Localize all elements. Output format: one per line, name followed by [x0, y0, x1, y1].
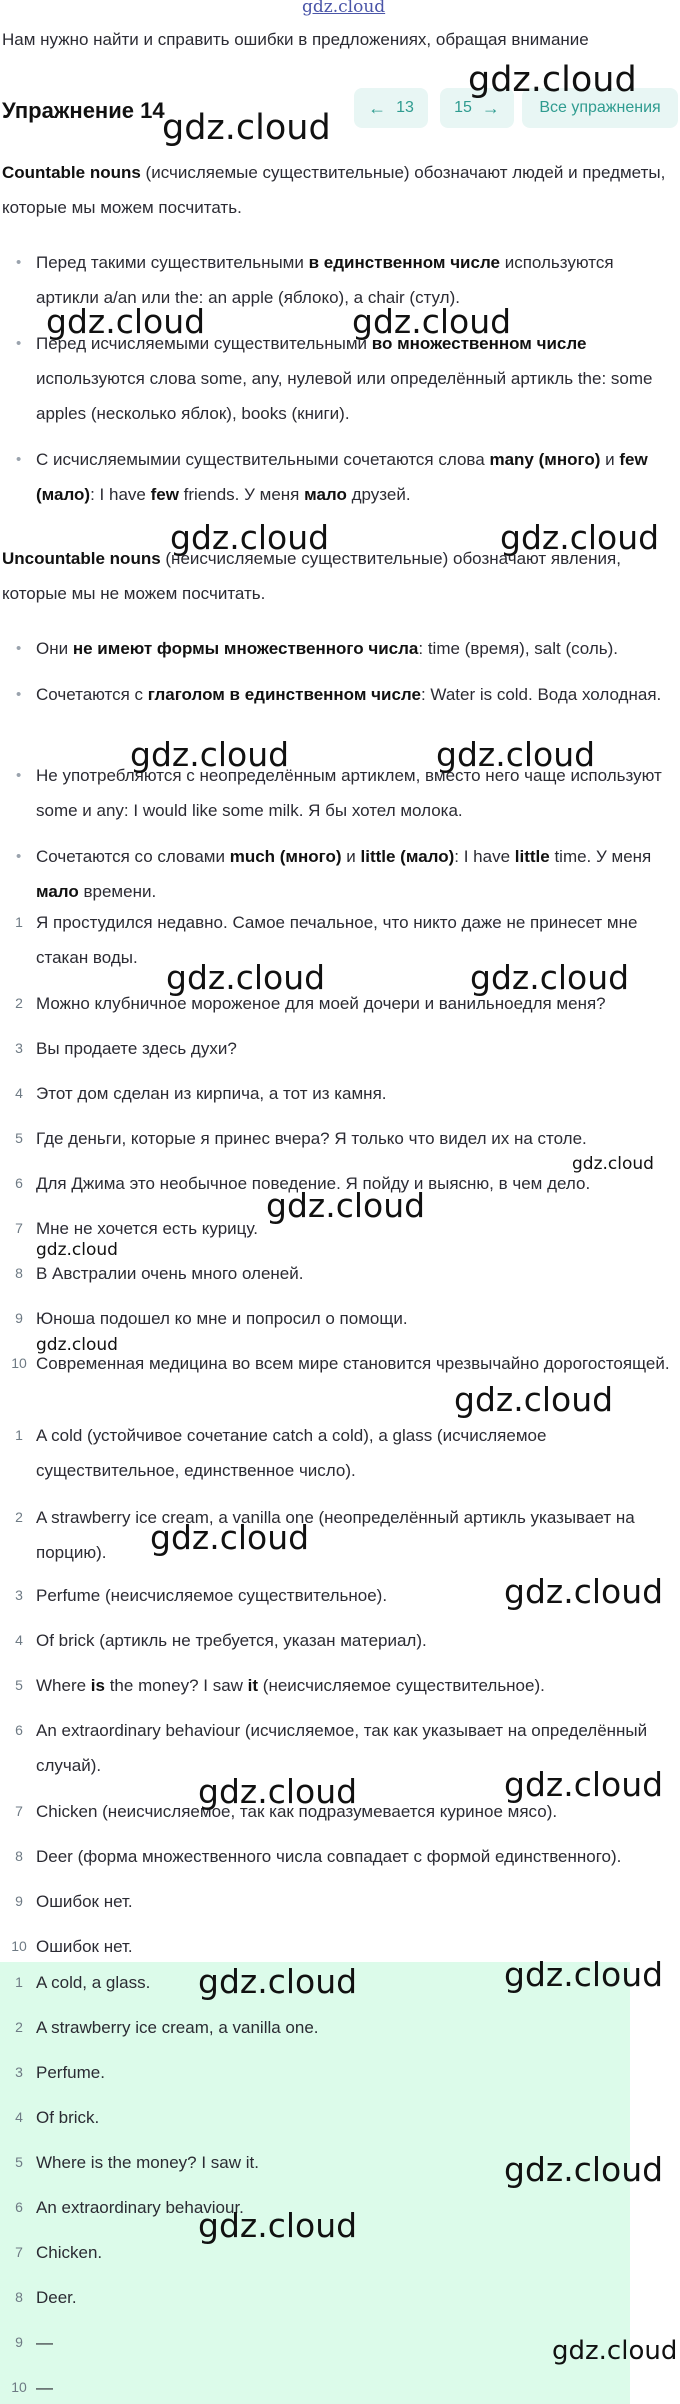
text: и — [341, 847, 361, 866]
text: time. У меня — [549, 847, 652, 866]
list-item — [36, 839, 672, 909]
row-number: 8 — [15, 1848, 23, 1864]
text: Они — [36, 639, 73, 658]
row-text: Юноша подошел ко мне и попросил о помощи. — [36, 1309, 408, 1328]
list-item — [36, 631, 672, 666]
watermark: gdz.cloud — [352, 302, 512, 341]
bold-text: few (мало) — [36, 450, 648, 504]
text: используются артикли a/an или the: an apple (яблоко), a chair (стул). — [36, 253, 614, 307]
next-exercise-label: 15 — [454, 99, 472, 116]
row-number: 10 — [11, 2379, 27, 2395]
watermark: gdz.cloud — [504, 1572, 664, 1611]
text: Сочетаются с — [36, 685, 148, 704]
row-number: 1 — [15, 1427, 23, 1443]
list-item — [36, 326, 672, 431]
row-number: 7 — [15, 1220, 23, 1236]
countable-definition — [2, 155, 674, 225]
row-text: Perfume. — [36, 2063, 105, 2082]
all-exercises-label: Все упражнения — [539, 99, 661, 116]
text: Перед исчисляемыми существительными — [36, 334, 372, 353]
page-title: Упражнение 14 — [2, 98, 165, 123]
row-number: 6 — [15, 2199, 23, 2215]
arrow-left-icon: ← — [368, 97, 387, 118]
row-text: Chicken (неисчисляемое, так как подразумевается куриное мясо). — [36, 1802, 558, 1821]
text: Не употребляются с неопределённым артиклем, вместо него чаще используют some и any: I would like some milk. Я бы хотел молока. — [36, 766, 662, 820]
bold-text: many (много) — [489, 450, 601, 469]
row-number: 9 — [15, 2334, 23, 2350]
bold-text: во множественном числе — [371, 334, 587, 353]
row-text: Perfume (неисчисляемое существительное). — [36, 1586, 388, 1605]
row-text — [36, 1668, 676, 1703]
text: Сочетаются со словами — [36, 847, 230, 866]
watermark-link[interactable]: gdz.cloud — [302, 0, 386, 17]
text: С исчисляемымии существительными сочетаются слова — [36, 450, 490, 469]
row-text: A cold (устойчивое сочетание catch a cold), a glass (исчисляемое существительное, единственное число). — [36, 1426, 547, 1480]
watermark: gdz.cloud — [198, 1962, 358, 2001]
text: используются слова some, any, нулевой или определённый артикль the: some apples (несколько яблок), books (книги). — [36, 369, 653, 423]
row-text: A strawberry ice cream, a vanilla one (неопределённый артикль указывает на порцию). — [36, 1508, 635, 1562]
text: : I have — [90, 485, 151, 504]
row-text: A strawberry ice cream, a vanilla one. — [36, 2018, 319, 2037]
text: : time (время), salt (соль). — [418, 639, 619, 658]
row-number: 3 — [15, 1040, 23, 1056]
text: Перед такими существительными — [36, 253, 309, 272]
row-number: 4 — [15, 1632, 23, 1648]
uncountable-def: (неисчисляемые существительные) обозначают явления, которые мы не можем посчитать. — [2, 549, 621, 603]
row-number: 10 — [11, 1355, 27, 1371]
row-number: 9 — [15, 1893, 23, 1909]
text: the money? I saw — [104, 1676, 248, 1695]
row-text: Chicken. — [36, 2243, 103, 2262]
row-number: 1 — [15, 1974, 23, 1990]
watermark: gdz.cloud — [170, 518, 330, 557]
row-number: 7 — [15, 1803, 23, 1819]
bold-text: мало — [36, 882, 79, 901]
row-text: — — [36, 2378, 53, 2397]
countable-def: (исчисляемые существительные) обозначают людей и предметы, которые мы можем посчитать. — [2, 163, 666, 217]
watermark: gdz.cloud — [500, 518, 660, 557]
watermark: gdz.cloud — [552, 2336, 678, 2366]
bold-text: is — [90, 1676, 105, 1695]
watermark: gdz.cloud — [130, 735, 290, 774]
bold-text: it — [247, 1676, 259, 1695]
bold-text: в единственном числе — [308, 253, 500, 272]
row-text: Deer. — [36, 2288, 77, 2307]
row-text: Ошибок нет. — [36, 1892, 133, 1911]
list-item — [36, 677, 672, 712]
text: (неисчисляемое существительное). — [258, 1676, 545, 1695]
row-number: 9 — [15, 1310, 23, 1326]
row-text: Ошибок нет. — [36, 1937, 133, 1956]
row-text: Of brick (артикль не требуется, указан материал). — [36, 1631, 427, 1650]
intro-text: Нам нужно найти и справить ошибки в предложениях, обращая внимание — [2, 30, 589, 49]
text: и — [600, 450, 620, 469]
text: времени. — [78, 882, 157, 901]
text: friends. У меня — [178, 485, 305, 504]
watermark: gdz.cloud — [504, 1955, 664, 1994]
watermark: gdz.cloud — [36, 1240, 118, 1260]
row-number: 5 — [15, 1677, 23, 1693]
row-text: Где деньги, которые я принес вчера? Я только что видел их на столе. — [36, 1129, 587, 1148]
bold-text: мало — [304, 485, 347, 504]
row-text: Вы продаете здесь духи? — [36, 1039, 237, 1058]
row-text: Where is the money? I saw it. — [36, 2153, 259, 2172]
watermark: gdz.cloud — [150, 1518, 310, 1557]
uncountable-term: Uncountable nouns — [2, 549, 161, 568]
watermark: gdz.cloud — [454, 1380, 614, 1419]
row-text: Я простудился недавно. Самое печальное, что никто даже не принесет мне стакан воды. — [36, 913, 638, 967]
row-number: 5 — [15, 1130, 23, 1146]
bold-text: little — [514, 847, 550, 866]
text: друзей. — [346, 485, 411, 504]
watermark: gdz.cloud — [198, 1772, 358, 1811]
row-text: An extraordinary behaviour. — [36, 2198, 244, 2217]
row-text: Современная медицина во всем мире становится чрезвычайно дорогостоящей. — [36, 1354, 670, 1373]
row-text: Для Джима это необычное поведение. Я пойду и выясню, в чем дело. — [36, 1174, 591, 1193]
row-text: Of brick. — [36, 2108, 100, 2127]
row-text: В Австралии очень много оленей. — [36, 1264, 304, 1283]
arrow-right-icon: → — [481, 97, 500, 118]
bold-text: little (мало) — [360, 847, 455, 866]
watermark: gdz.cloud — [504, 1765, 664, 1804]
watermark: gdz.cloud — [504, 2150, 664, 2189]
bold-text: не имеют формы множественного числа — [72, 639, 419, 658]
row-text: Deer (форма множественного числа совпадает с формой единственного). — [36, 1847, 622, 1866]
text: Where — [36, 1676, 91, 1695]
row-text: A cold, a glass. — [36, 1973, 151, 1992]
watermark: gdz.cloud — [468, 60, 637, 100]
row-number: 2 — [15, 2019, 23, 2035]
text: : Water is cold. Вода холодная. — [420, 685, 662, 704]
row-number: 3 — [15, 1587, 23, 1603]
watermark: gdz.cloud — [436, 735, 596, 774]
row-number: 7 — [15, 2244, 23, 2260]
row-number: 6 — [15, 1175, 23, 1191]
watermark: gdz.cloud — [166, 958, 326, 997]
row-text: Можно клубничное мороженое для моей дочери и ванильноедля меня? — [36, 994, 606, 1013]
row-text: An extraordinary behaviour (исчисляемое, так как указывает на определённый случай). — [36, 1721, 648, 1775]
watermark: gdz.cloud — [198, 2206, 358, 2245]
row-number: 2 — [15, 995, 23, 1011]
row-number: 2 — [15, 1509, 23, 1525]
row-number: 4 — [15, 2109, 23, 2125]
watermark: gdz.cloud — [36, 1335, 118, 1355]
watermark: gdz.cloud — [162, 108, 331, 148]
watermark: gdz.cloud — [266, 1186, 426, 1225]
row-text: — — [36, 2333, 53, 2352]
row-number: 8 — [15, 2289, 23, 2305]
text: : I have — [454, 847, 515, 866]
watermark: gdz.cloud — [46, 302, 206, 341]
watermark: gdz.cloud — [572, 1154, 654, 1174]
row-number: 10 — [11, 1938, 27, 1954]
countable-term: Countable nouns — [2, 163, 141, 182]
bold-text: much (много) — [229, 847, 342, 866]
prev-exercise-button[interactable] — [354, 88, 428, 128]
row-number: 5 — [15, 2154, 23, 2170]
bold-text: few — [150, 485, 179, 504]
watermark: gdz.cloud — [470, 958, 630, 997]
bold-text: глаголом в единственном числе — [147, 685, 421, 704]
row-number: 6 — [15, 1722, 23, 1738]
prev-exercise-label: 13 — [396, 99, 414, 116]
row-text: Этот дом сделан из кирпича, а тот из камня. — [36, 1084, 387, 1103]
row-number: 4 — [15, 1085, 23, 1101]
list-item — [36, 442, 672, 512]
row-number: 8 — [15, 1265, 23, 1281]
row-number: 1 — [15, 914, 23, 930]
row-number: 3 — [15, 2064, 23, 2080]
row-text: Мне не хочется есть курицу. — [36, 1219, 258, 1238]
